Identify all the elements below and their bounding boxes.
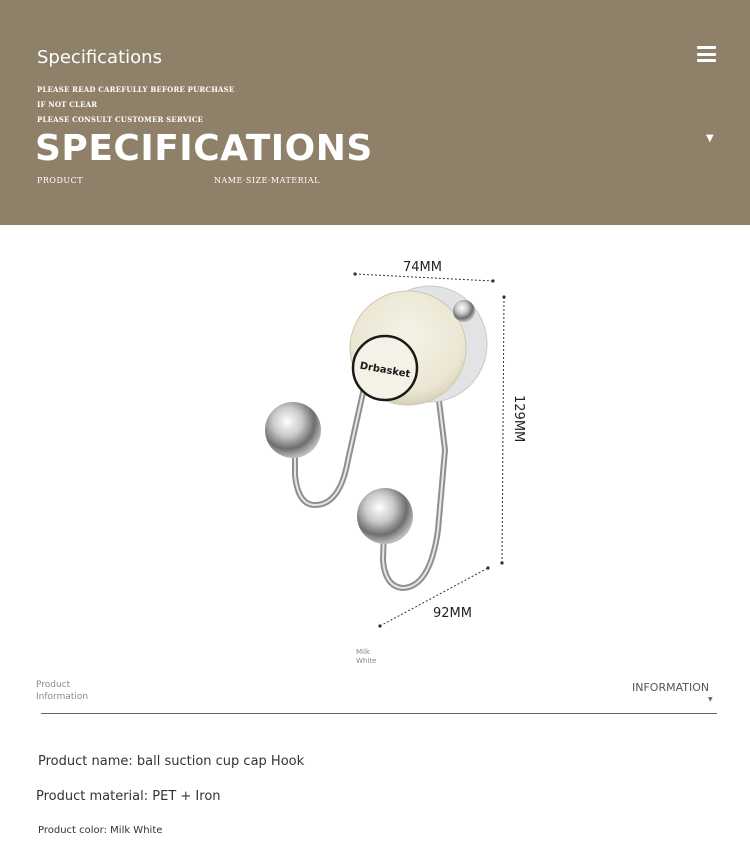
big-title: SPECIFICATIONS (35, 128, 373, 169)
color-caption: Milk White (356, 648, 377, 665)
sub-label-product: PRODUCT (37, 176, 84, 185)
product-information-label: Product Information (36, 680, 89, 702)
hamburger-icon[interactable] (697, 46, 716, 62)
header-banner (0, 0, 750, 225)
spec-product-name: Product name: ball suction cup cap Hook (38, 754, 305, 769)
triangle-down-icon: ▼ (706, 133, 714, 144)
release-knob (453, 300, 475, 322)
product-illustration (240, 250, 540, 635)
dimension-height-label: 129MM (511, 395, 526, 443)
triangle-down-small-icon: ▼ (708, 696, 713, 703)
dimension-width-label: 74MM (403, 260, 442, 275)
spec-product-color: Product color: Milk White (38, 825, 163, 836)
spec-product-material: Product material: PET + Iron (36, 789, 221, 804)
chrome-ball-left (265, 402, 321, 458)
section-divider (41, 713, 717, 714)
dimension-depth-label: 92MM (433, 606, 472, 621)
sub-label-name-size-material: NAME·SIZE·MATERIAL (214, 176, 320, 185)
information-heading: INFORMATION (632, 681, 710, 694)
note-line-2: IF NOT CLEAR (37, 100, 98, 109)
dimension-line-width (355, 274, 493, 281)
header-title: Specifications (37, 47, 162, 68)
brand-logo-text: Drbasket (358, 360, 412, 381)
dimension-line-height (502, 297, 504, 563)
note-line-3: PLEASE CONSULT CUSTOMER SERVICE (37, 115, 204, 124)
chrome-ball-right (357, 488, 413, 544)
note-line-1: PLEASE READ CAREFULLY BEFORE PURCHASE (37, 85, 235, 94)
